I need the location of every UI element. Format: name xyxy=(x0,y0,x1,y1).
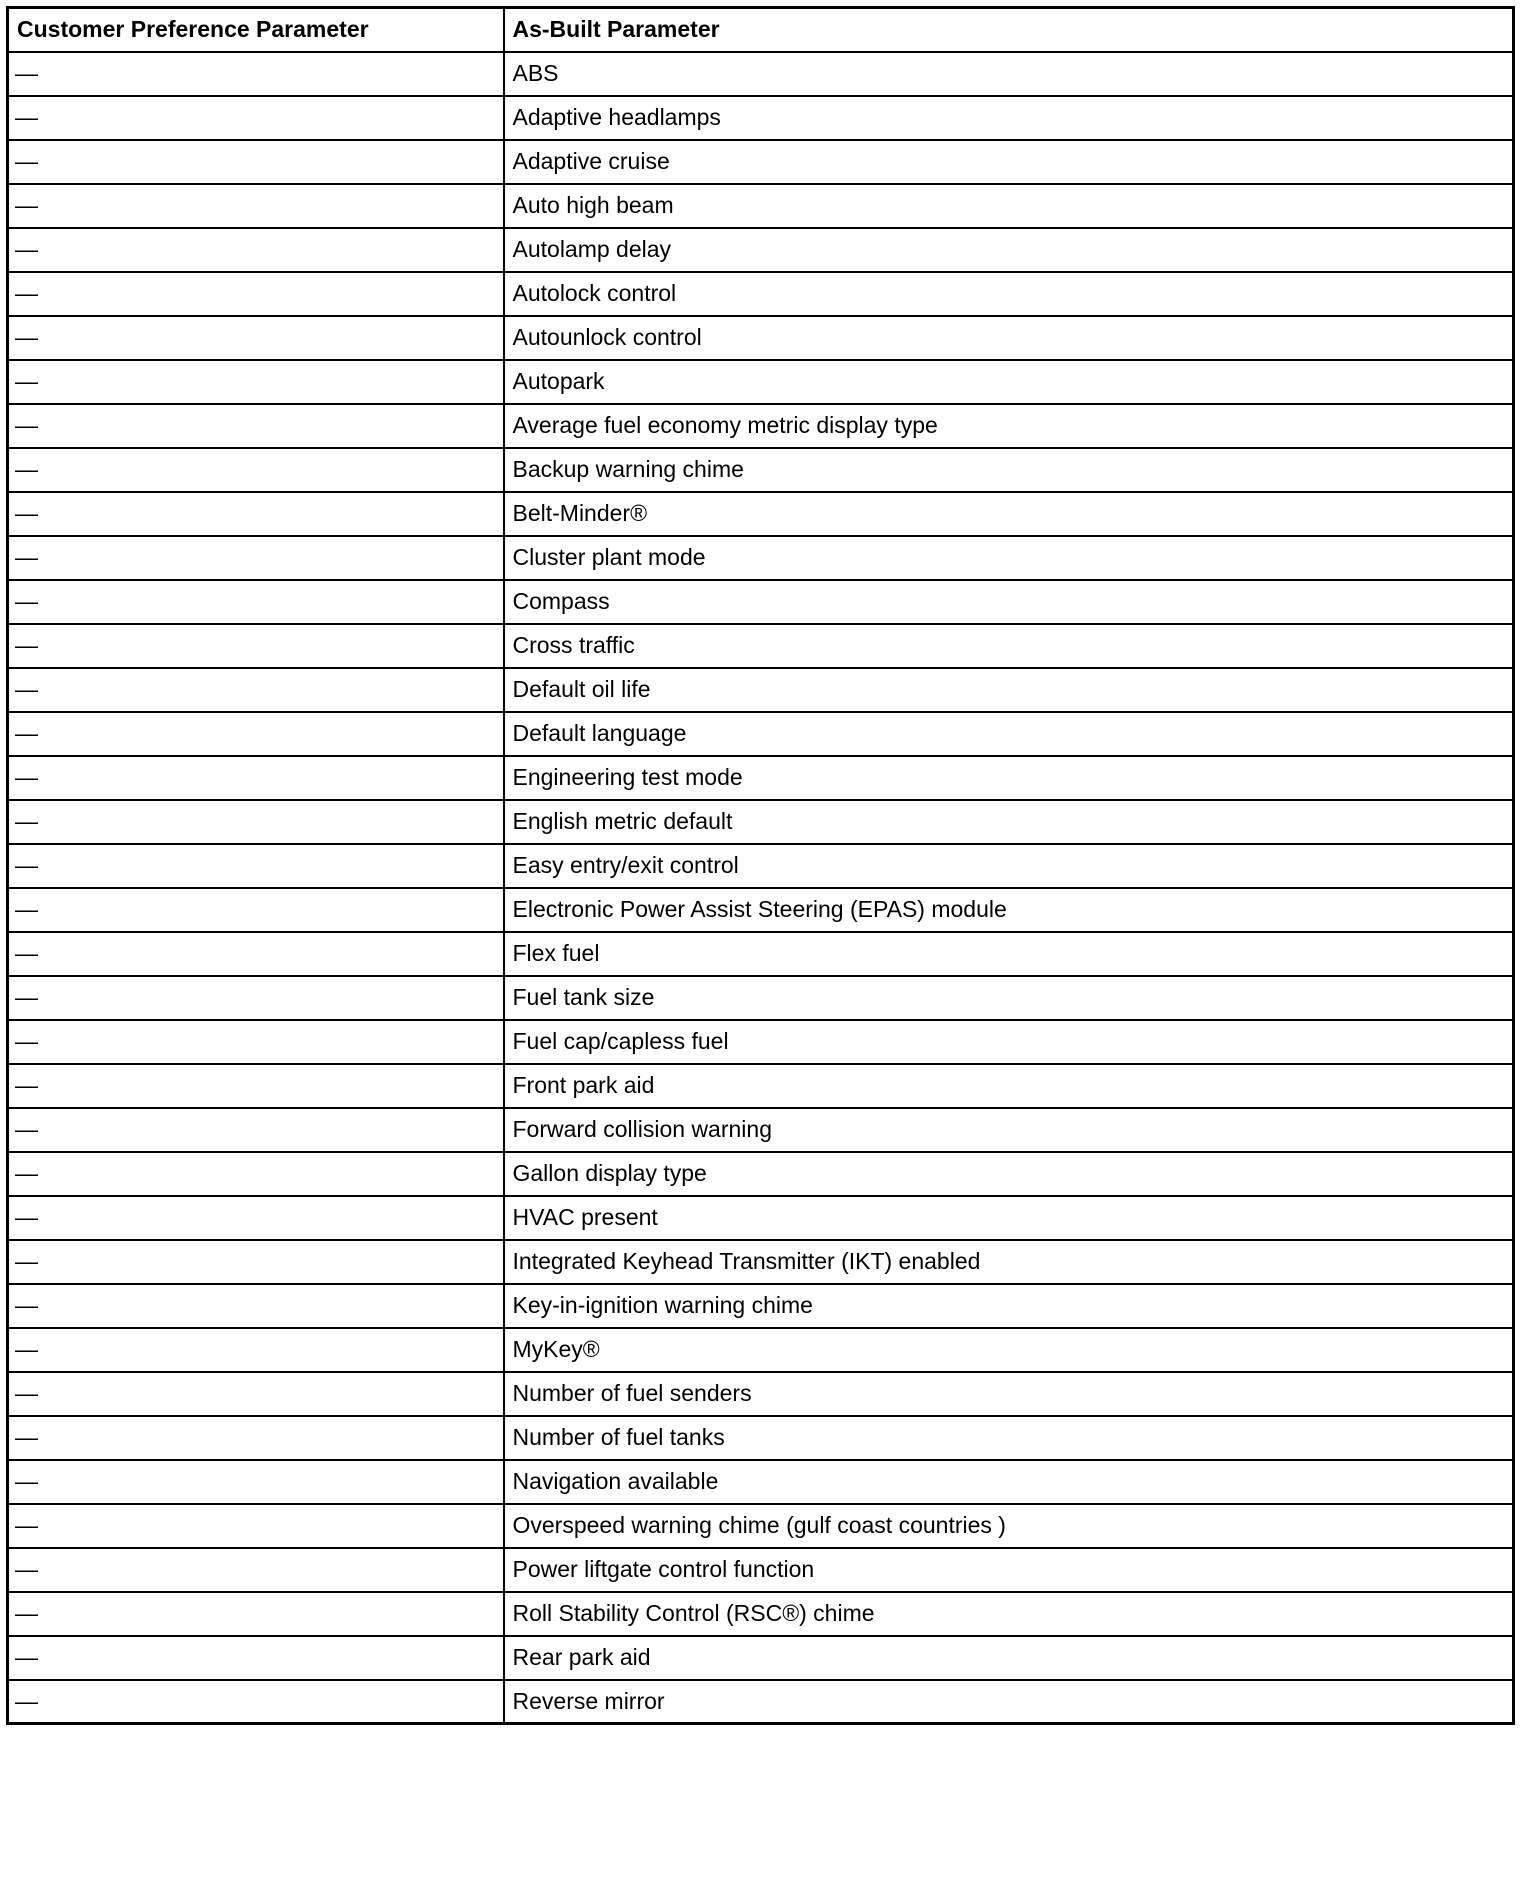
table-body xyxy=(8,52,1514,1724)
as-built-cell: HVAC present xyxy=(504,1196,1514,1240)
table-row xyxy=(8,668,1514,712)
table-row xyxy=(8,976,1514,1020)
as-built-cell: Electronic Power Assist Steering (EPAS) module xyxy=(504,888,1514,932)
table-row xyxy=(8,1592,1514,1636)
table-row xyxy=(8,1636,1514,1680)
as-built-cell: Front park aid xyxy=(504,1064,1514,1108)
as-built-cell: Adaptive headlamps xyxy=(504,96,1514,140)
table-row xyxy=(8,52,1514,96)
table-row xyxy=(8,800,1514,844)
as-built-cell: Autounlock control xyxy=(504,316,1514,360)
customer-preference-cell: — xyxy=(8,272,504,316)
as-built-cell: Integrated Keyhead Transmitter (IKT) enabled xyxy=(504,1240,1514,1284)
table-row xyxy=(8,712,1514,756)
table-row xyxy=(8,228,1514,272)
table-row xyxy=(8,140,1514,184)
customer-preference-cell: — xyxy=(8,844,504,888)
as-built-cell: Autolock control xyxy=(504,272,1514,316)
customer-preference-cell: — xyxy=(8,1548,504,1592)
table-row xyxy=(8,844,1514,888)
header-row xyxy=(8,8,1514,52)
customer-preference-cell: — xyxy=(8,624,504,668)
table-row xyxy=(8,360,1514,404)
customer-preference-cell: — xyxy=(8,756,504,800)
table-row xyxy=(8,1108,1514,1152)
as-built-cell: Engineering test mode xyxy=(504,756,1514,800)
customer-preference-cell: — xyxy=(8,668,504,712)
table-row xyxy=(8,1416,1514,1460)
customer-preference-cell: — xyxy=(8,888,504,932)
customer-preference-cell: — xyxy=(8,1328,504,1372)
as-built-cell: English metric default xyxy=(504,800,1514,844)
as-built-cell: Flex fuel xyxy=(504,932,1514,976)
customer-preference-cell: — xyxy=(8,492,504,536)
customer-preference-cell: — xyxy=(8,1592,504,1636)
table-row xyxy=(8,1284,1514,1328)
as-built-cell: Average fuel economy metric display type xyxy=(504,404,1514,448)
as-built-cell: MyKey® xyxy=(504,1328,1514,1372)
customer-preference-cell: — xyxy=(8,1636,504,1680)
as-built-cell: Forward collision warning xyxy=(504,1108,1514,1152)
table-row xyxy=(8,536,1514,580)
table-row xyxy=(8,624,1514,668)
customer-preference-cell: — xyxy=(8,536,504,580)
as-built-cell: Default language xyxy=(504,712,1514,756)
table-row xyxy=(8,1020,1514,1064)
table-row xyxy=(8,888,1514,932)
as-built-cell: Fuel tank size xyxy=(504,976,1514,1020)
customer-preference-cell: — xyxy=(8,1152,504,1196)
as-built-cell: Power liftgate control function xyxy=(504,1548,1514,1592)
customer-preference-cell: — xyxy=(8,1504,504,1548)
customer-preference-cell: — xyxy=(8,800,504,844)
customer-preference-cell: — xyxy=(8,976,504,1020)
customer-preference-cell: — xyxy=(8,96,504,140)
as-built-cell: Gallon display type xyxy=(504,1152,1514,1196)
table-row xyxy=(8,1064,1514,1108)
customer-preference-cell: — xyxy=(8,580,504,624)
as-built-cell: Number of fuel tanks xyxy=(504,1416,1514,1460)
customer-preference-cell: — xyxy=(8,1284,504,1328)
customer-preference-cell: — xyxy=(8,932,504,976)
table-row xyxy=(8,756,1514,800)
table-row xyxy=(8,932,1514,976)
header-customer-preference: Customer Preference Parameter xyxy=(8,8,504,52)
as-built-cell: ABS xyxy=(504,52,1514,96)
customer-preference-cell: — xyxy=(8,404,504,448)
customer-preference-cell: — xyxy=(8,1108,504,1152)
customer-preference-cell: — xyxy=(8,1680,504,1724)
as-built-cell: Adaptive cruise xyxy=(504,140,1514,184)
customer-preference-cell: — xyxy=(8,228,504,272)
table-row xyxy=(8,1460,1514,1504)
table-row xyxy=(8,1548,1514,1592)
as-built-cell: Auto high beam xyxy=(504,184,1514,228)
table-row xyxy=(8,96,1514,140)
customer-preference-cell: — xyxy=(8,1196,504,1240)
as-built-cell: Key-in-ignition warning chime xyxy=(504,1284,1514,1328)
customer-preference-cell: — xyxy=(8,1064,504,1108)
as-built-cell: Number of fuel senders xyxy=(504,1372,1514,1416)
as-built-cell: Default oil life xyxy=(504,668,1514,712)
customer-preference-cell: — xyxy=(8,1020,504,1064)
customer-preference-cell: — xyxy=(8,316,504,360)
customer-preference-cell: — xyxy=(8,360,504,404)
table-row xyxy=(8,1152,1514,1196)
table-row xyxy=(8,448,1514,492)
as-built-cell: Compass xyxy=(504,580,1514,624)
customer-preference-cell: — xyxy=(8,1240,504,1284)
as-built-cell: Cluster plant mode xyxy=(504,536,1514,580)
table-row xyxy=(8,580,1514,624)
customer-preference-cell: — xyxy=(8,1416,504,1460)
table-row xyxy=(8,1328,1514,1372)
table-row xyxy=(8,316,1514,360)
customer-preference-cell: — xyxy=(8,1372,504,1416)
customer-preference-cell: — xyxy=(8,1460,504,1504)
table-row xyxy=(8,1504,1514,1548)
table-row xyxy=(8,492,1514,536)
table-header xyxy=(8,8,1514,52)
table-row xyxy=(8,272,1514,316)
parameter-table xyxy=(6,6,1515,1725)
customer-preference-cell: — xyxy=(8,184,504,228)
table-row xyxy=(8,1372,1514,1416)
header-as-built: As-Built Parameter xyxy=(504,8,1514,52)
table-row xyxy=(8,184,1514,228)
as-built-cell: Easy entry/exit control xyxy=(504,844,1514,888)
as-built-cell: Backup warning chime xyxy=(504,448,1514,492)
as-built-cell: Overspeed warning chime (gulf coast countries ) xyxy=(504,1504,1514,1548)
as-built-cell: Navigation available xyxy=(504,1460,1514,1504)
as-built-cell: Rear park aid xyxy=(504,1636,1514,1680)
table-row xyxy=(8,1680,1514,1724)
as-built-cell: Roll Stability Control (RSC®) chime xyxy=(504,1592,1514,1636)
table-row xyxy=(8,404,1514,448)
table-row xyxy=(8,1240,1514,1284)
customer-preference-cell: — xyxy=(8,140,504,184)
as-built-cell: Belt-Minder® xyxy=(504,492,1514,536)
as-built-cell: Cross traffic xyxy=(504,624,1514,668)
customer-preference-cell: — xyxy=(8,448,504,492)
customer-preference-cell: — xyxy=(8,712,504,756)
customer-preference-cell: — xyxy=(8,52,504,96)
as-built-cell: Autopark xyxy=(504,360,1514,404)
table-row xyxy=(8,1196,1514,1240)
as-built-cell: Fuel cap/capless fuel xyxy=(504,1020,1514,1064)
as-built-cell: Reverse mirror xyxy=(504,1680,1514,1724)
as-built-cell: Autolamp delay xyxy=(504,228,1514,272)
